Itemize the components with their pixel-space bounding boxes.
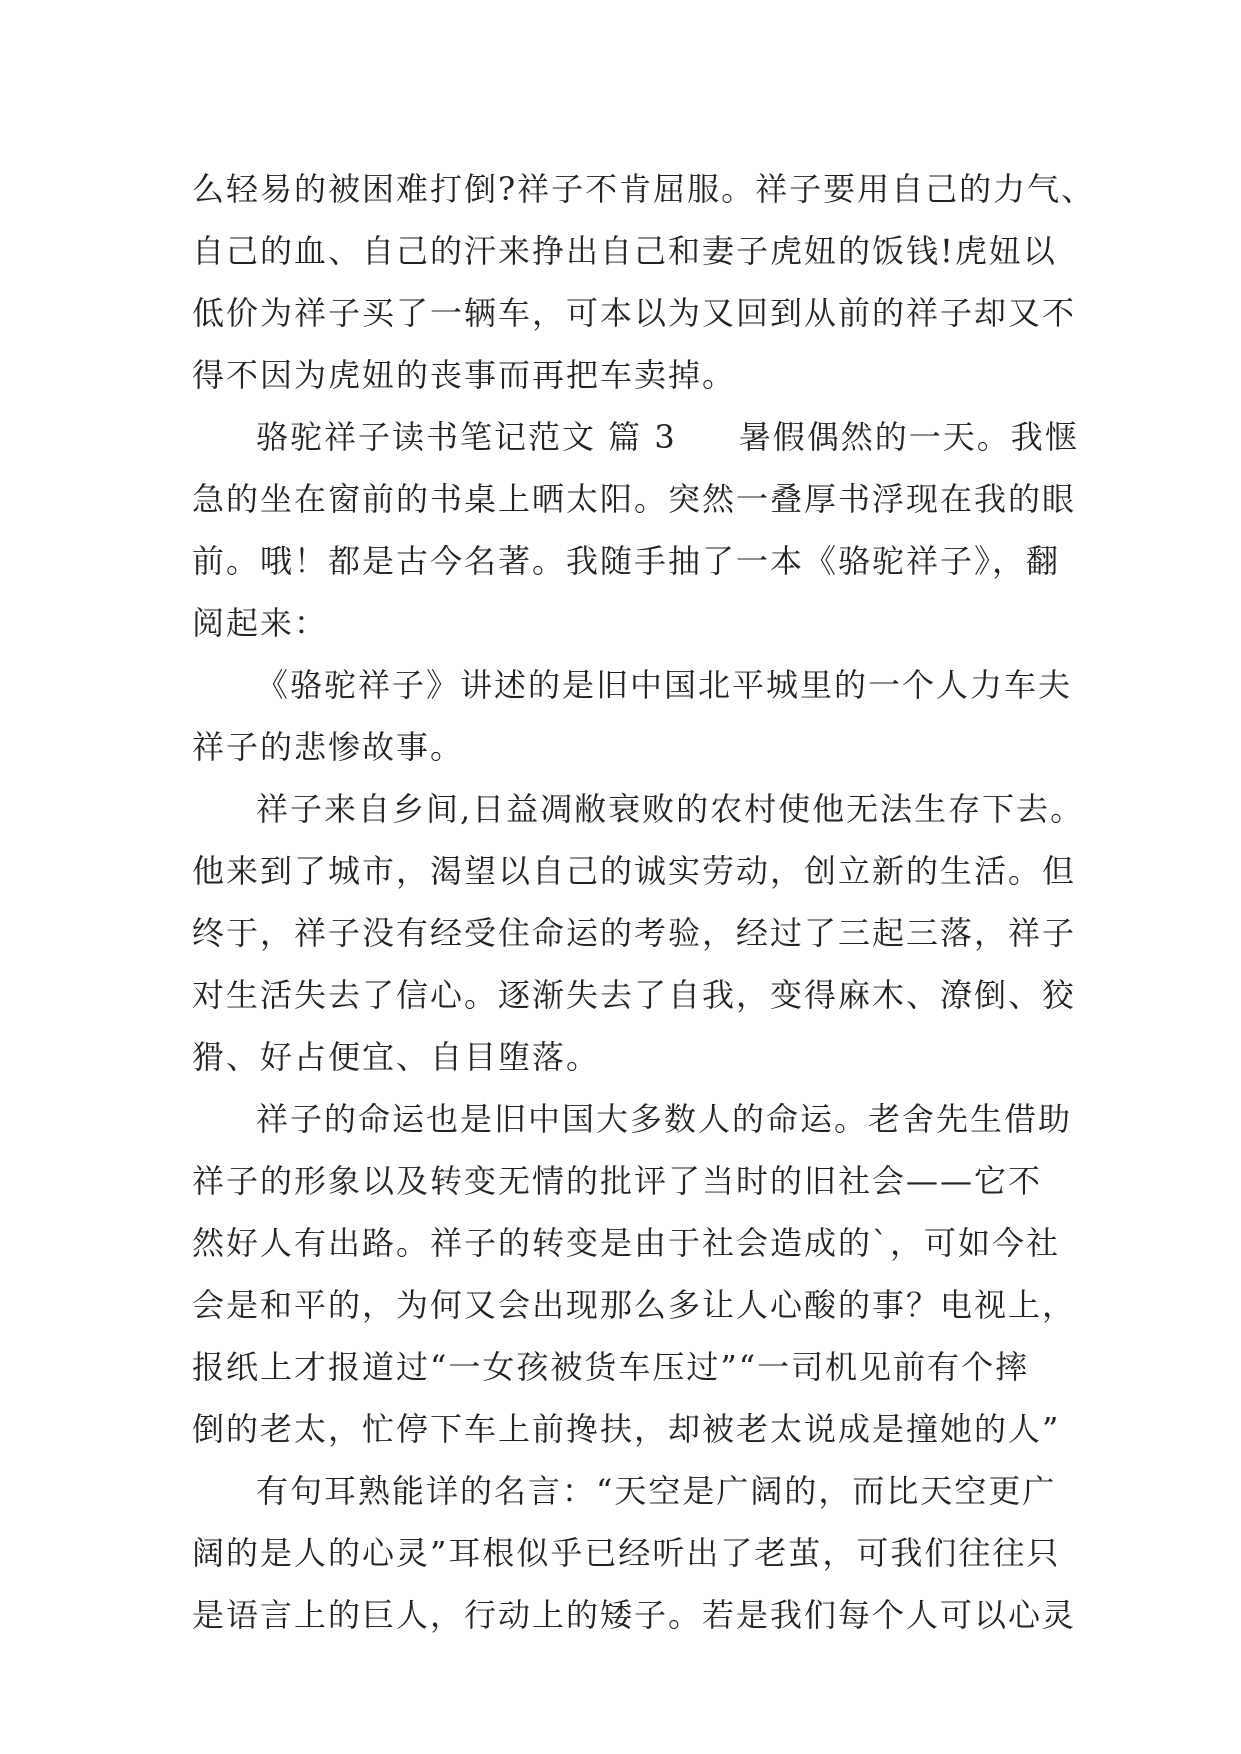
- text-line: 前。哦！都是古今名著。我随手抽了一本《骆驼祥子》，翻: [192, 542, 1061, 580]
- text-line: 终于，祥子没有经受住命运的考验，经过了三起三落，祥子: [192, 914, 1077, 952]
- text-line: 是语言上的巨人，行动上的矮子。若是我们每个人可以心灵: [192, 1596, 1077, 1634]
- paragraph-first-line: 祥子的命运也是旧中国大多数人的命运。老舍先生借助: [256, 1100, 1073, 1138]
- paragraph-first-line: 有句耳熟能详的名言：“天空是广阔的，而比天空更广: [256, 1472, 1057, 1510]
- text-line: 低价为祥子买了一辆车，可本以为又回到从前的祥子却又不: [192, 294, 1077, 332]
- text-line: 会是和平的，为何又会出现那么多让人心酸的事？电视上，: [192, 1286, 1077, 1324]
- text-line: 祥子的形象以及转变无情的批评了当时的旧社会——它不: [192, 1162, 1043, 1200]
- text-line: 祥子的悲惨故事。: [192, 728, 465, 766]
- paragraph-first-line: 《骆驼祥子》讲述的是旧中国北平城里的一个人力车夫: [256, 666, 1073, 704]
- text-line: 急的坐在窗前的书桌上晒太阳。突然一叠厚书浮现在我的眼: [192, 480, 1077, 518]
- text-line: 自己的血、自己的汗来挣出自己和妻子虎妞的饭钱!虎妞以: [192, 232, 1057, 270]
- text-line: 报纸上才报道过“一女孩被货车压过”“一司机见前有个摔: [192, 1348, 1030, 1386]
- paragraph-first-line: 祥子来自乡间,日益凋敝衰败的农村使他无法生存下去。: [256, 790, 1085, 828]
- section-heading-line: [192, 406, 1079, 468]
- text-line: 对生活失去了信心。逐渐失去了自我，变得麻木、潦倒、狡: [192, 976, 1077, 1014]
- text-line: 么轻易的被困难打倒?祥子不肯屈服。祥子要用自己的力气、: [192, 170, 1096, 208]
- text-line: 然好人有出路。祥子的转变是由于社会造成的`，可如今社: [192, 1224, 1061, 1262]
- text-line: 他来到了城市，渴望以自己的诚实劳动，创立新的生活。但: [192, 852, 1077, 890]
- text-line: 阔的是人的心灵”耳根似乎已经听出了老茧，可我们往往只: [192, 1534, 1061, 1572]
- document-body: [192, 158, 1096, 1646]
- text-line: 倒的老太，忙停下车上前搀扶，却被老太说成是撞她的人”: [192, 1410, 1061, 1448]
- section-first-line: 暑假偶然的一天。我惬: [738, 418, 1079, 456]
- text-line: 猾、好占便宜、自目堕落。: [192, 1038, 601, 1076]
- text-line: 阅起来：: [192, 604, 329, 642]
- section-heading: 骆驼祥子读书笔记范文 篇 3: [256, 418, 677, 456]
- text-line: 得不因为虎妞的丧事而再把车卖掉。: [192, 356, 737, 394]
